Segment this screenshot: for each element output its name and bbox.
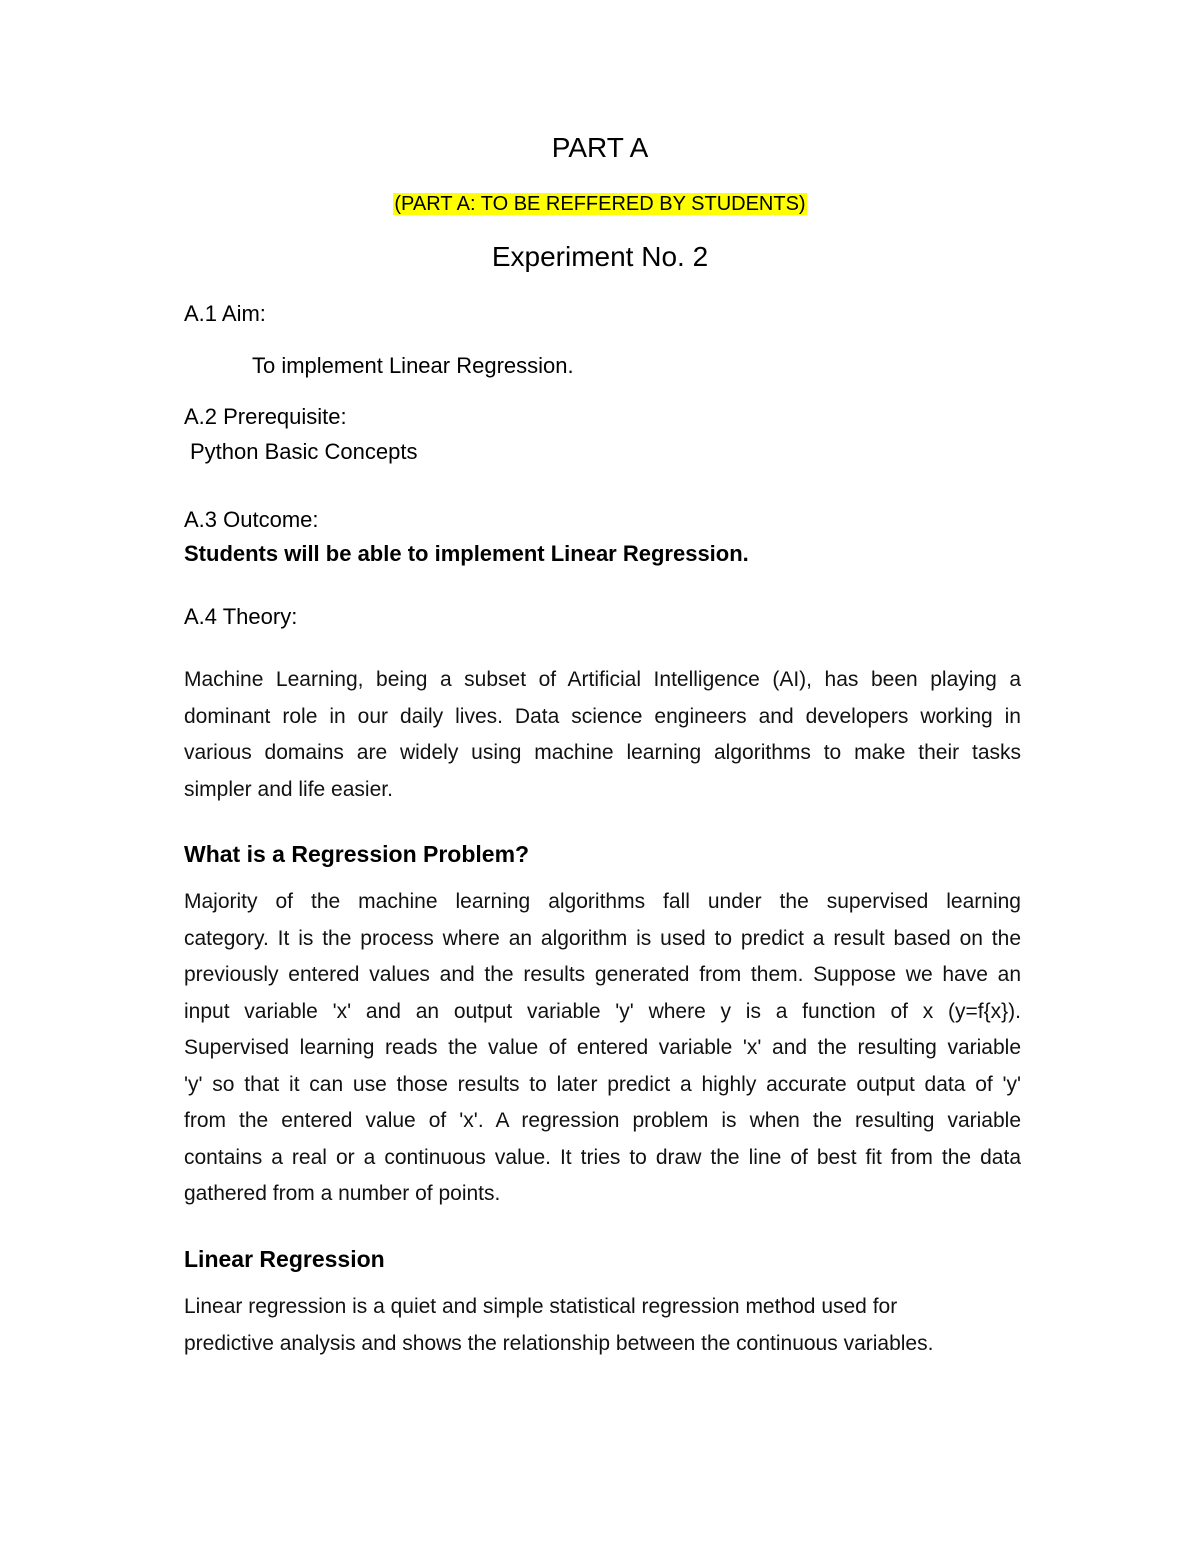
regression-problem-line: contains a real or a continuous value. It tries to draw the line of best fit from the data (184, 1145, 1021, 1169)
outcome-heading: A.3 Outcome: (184, 507, 319, 532)
linear-regression-line: Linear regression is a quiet and simple statistical regression method used for (184, 1295, 898, 1318)
regression-problem-line: Supervised learning reads the value of entered variable 'x' and the resulting variable (184, 1036, 1021, 1059)
regression-problem-line: Majority of the machine learning algorithms fall under the supervised learning (184, 890, 1021, 913)
part-title: PART A (551, 132, 649, 163)
linear-regression-line: predictive analysis and shows the relationship between the continuous variables. (184, 1331, 934, 1355)
outcome-text: Students will be able to implement Linear Regression. (184, 541, 749, 566)
theory-line: simpler and life easier. (184, 777, 393, 801)
aim-text: To implement Linear Regression. (252, 353, 574, 378)
regression-problem-line: gathered from a number of points. (184, 1182, 501, 1205)
theory-line: dominant role in our daily lives. Data science engineers and developers working in (184, 704, 1021, 728)
regression-problem-heading: What is a Regression Problem? (184, 841, 530, 867)
regression-problem-line: input variable 'x' and an output variable 'y' where y is a function of x (y=f{x}). (184, 999, 1021, 1023)
aim-heading: A.1 Aim: (184, 301, 266, 326)
linear-regression-paragraph (184, 1289, 1021, 1362)
regression-problem-line: previously entered values and the results generated from them. Suppose we have an (184, 963, 1021, 986)
regression-problem-line: 'y' so that it can use those results to later predict a highly accurate output data of 'y' (184, 1072, 1021, 1096)
part-subtitle-line (0, 192, 1200, 216)
theory-paragraph (184, 662, 1021, 808)
prerequisite-text: Python Basic Concepts (190, 439, 418, 464)
part-subtitle-highlight: (PART A: TO BE REFFERED BY STUDENTS) (394, 193, 806, 215)
linear-regression-heading: Linear Regression (184, 1246, 385, 1272)
theory-heading: A.4 Theory: (184, 604, 298, 629)
prerequisite-heading: A.2 Prerequisite: (184, 404, 347, 429)
theory-line: various domains are widely using machine learning algorithms to make their tasks (184, 741, 1021, 764)
regression-problem-line: category. It is the process where an algorithm is used to predict a result based on the (184, 926, 1021, 950)
regression-problem-paragraph (184, 884, 1021, 1213)
regression-problem-line: from the entered value of 'x'. A regression problem is when the resulting variable (184, 1109, 1021, 1132)
experiment-title: Experiment No. 2 (491, 241, 709, 272)
theory-line: Machine Learning, being a subset of Artificial Intelligence (AI), has been playing a (184, 668, 1021, 691)
